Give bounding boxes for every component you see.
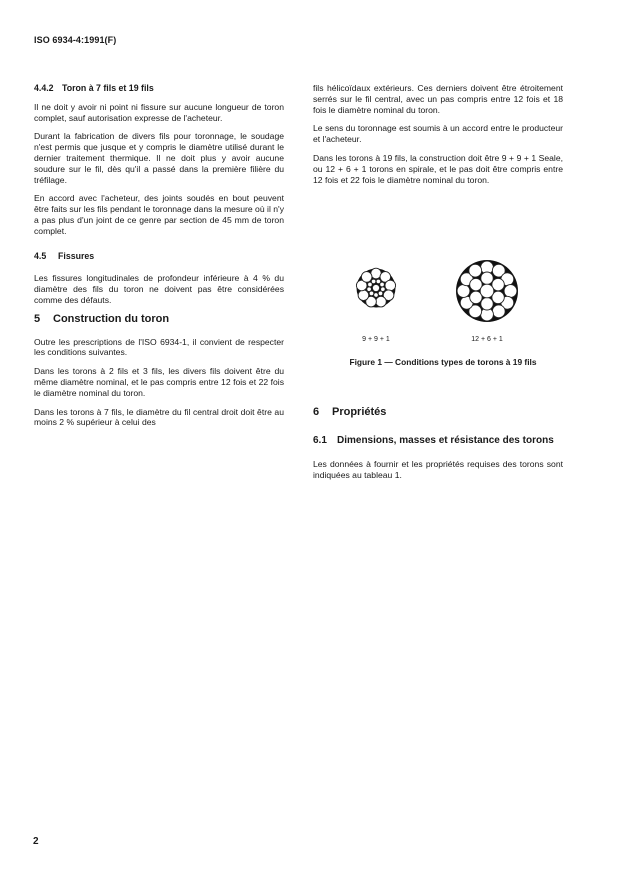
wire-circle (371, 279, 376, 284)
wire-circle (380, 282, 385, 287)
wire-circle (504, 285, 517, 298)
section-heading-4-4-2: 4.4.2 Toron à 7 fils et 19 fils (34, 83, 154, 93)
wire-circle (492, 305, 505, 318)
paragraph: Le sens du toronnage est soumis à un accord entre le producteur et l'acheteur. (313, 123, 563, 145)
page-number: 2 (33, 836, 39, 847)
figure-label-b: 12 + 6 + 1 (471, 336, 503, 343)
document-id: ISO 6934-4:1991(F) (34, 35, 117, 45)
strand-12-6-1-diagram (456, 260, 518, 322)
strand-9-9-1-diagram (356, 268, 395, 307)
left-column (34, 83, 284, 436)
paragraph: Dans les torons à 19 fils, la construction doit être 9 + 9 + 1 Seale, ou 12 + 6 + 1 torons en spirale, et le pas doit être compris entre 12 fois et 22 fois le diamètre nominal du toron. (313, 152, 563, 185)
wire-circle (481, 298, 493, 310)
section-heading-6-1: 6.1 Dimensions, masses et résistance des torons (313, 434, 554, 446)
wire-circle (378, 291, 383, 296)
wire-circle (358, 290, 369, 301)
paragraph: En accord avec l'acheteur, des joints soudés en bout peuvent être faits sur les fils pendant le toronnage dans la mesure où il n'y a pas plus d'un joint de ce genre par section de 45 mm de toron complet. (34, 193, 284, 236)
wire-circle (457, 285, 470, 298)
wire-circle (361, 272, 372, 283)
wire-circle (374, 293, 379, 298)
paragraph: Dans les torons à 2 fils et 3 fils, les divers fils doivent être du même diamètre nominal, et le pas compris entre 12 fois et 22 fois le diamètre nominal du toron. (34, 366, 284, 398)
paragraph: Les fissures longitudinales de profondeur inférieure à 4 % du diamètre des fils du toron ne doivent pas être considérées comme des défauts. (34, 273, 284, 305)
section-heading-5: 5 Construction du toron (34, 312, 170, 325)
figure-caption: Figure 1 — Conditions types de torons à 19 fils (349, 357, 537, 367)
wire-circle (367, 287, 372, 292)
wire-circle (376, 296, 387, 307)
wire-circle (481, 272, 493, 284)
paragraph: fils hélicoïdaux extérieurs. Ces derniers doivent être étroitement serrés sur le fil central, avec un pas compris entre 12 fois et 18 fois le diamètre nominal du toron. (313, 83, 563, 115)
figure-label-a: 9 + 9 + 1 (362, 336, 390, 343)
wire-circle (385, 280, 396, 291)
paragraph: Il ne doit y avoir ni point ni fissure sur aucune longueur de toron complet, sauf autorisation expresse de l'acheteur. (34, 101, 284, 123)
paragraph: Outre les prescriptions de l'ISO 6934-1, il convient de respecter les conditions suivantes. (34, 336, 284, 358)
paragraph: Dans les torons à 7 fils, le diamètre du fil central droit doit être au moins 2 % supérieur à celui des (34, 406, 284, 428)
paragraph: Les données à fournir et les propriétés requises des torons sont indiquées au tableau 1. (313, 458, 563, 480)
figure-strand-diagrams (340, 255, 540, 335)
right-column-section-6 (313, 407, 563, 488)
section-heading-6: 6 Propriétés (313, 406, 387, 418)
right-column (313, 83, 563, 193)
wire-circle (469, 264, 482, 277)
paragraph: Durant la fabrication de divers fils pour toronnage, le soudage n'est permis que jusque et y compris le diamètre utilisé durant le dernier traitement thermique. Il ne doit plus y avoir aucune soudure sur le fil, dès qu'il a passé dans la première filière du tréfilage. (34, 131, 284, 185)
section-heading-4-5: 4.5 Fissures (34, 250, 95, 261)
